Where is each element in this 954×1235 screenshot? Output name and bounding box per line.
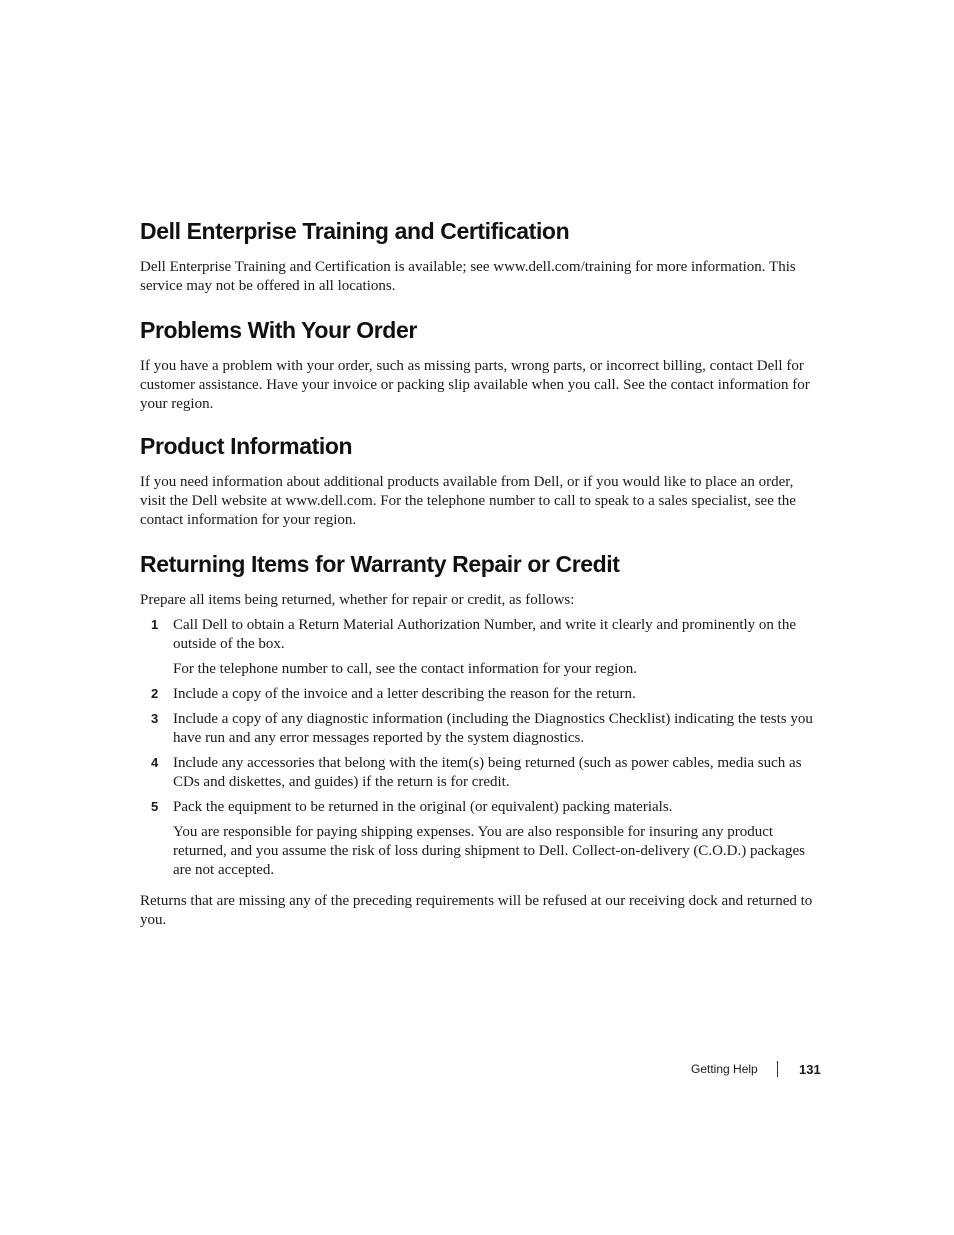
step-number: 1 <box>151 617 159 632</box>
section-product-info <box>140 428 820 530</box>
section-heading: Returning Items for Warranty Repair or Credit <box>140 551 620 577</box>
list-item <box>140 616 820 679</box>
section-training <box>140 213 820 296</box>
list-item <box>140 685 820 704</box>
body-text: . For the telephone number to call to speak to a sales specialist, see the contact information for your region. <box>140 493 796 528</box>
step-number: 3 <box>151 711 159 726</box>
step-text: Include any accessories that belong with the item(s) being returned (such as power cables, media such as CDs and diskettes, and guides) if the return is for credit. <box>173 755 802 790</box>
section-body: If you have a problem with your order, such as missing parts, wrong parts, or incorrect billing, contact Dell for customer assistance. Have your invoice or packing slip available when you call. See the contact information for your region. <box>140 358 810 412</box>
step-text: Include a copy of the invoice and a letter describing the reason for the return. <box>173 686 636 702</box>
dell-url-link[interactable]: www.dell.com <box>285 493 373 509</box>
document-page <box>140 213 820 946</box>
footer-divider <box>777 1061 778 1077</box>
page-number: 131 <box>799 1062 821 1077</box>
section-intro: Prepare all items being returned, whether for repair or credit, as follows: <box>140 592 575 608</box>
section-heading: Problems With Your Order <box>140 317 417 343</box>
body-text: Dell Enterprise Training and Certification is available; see <box>140 259 494 275</box>
step-number: 5 <box>151 799 159 814</box>
step-number: 4 <box>151 755 159 770</box>
step-text: Pack the equipment to be returned in the original (or equivalent) packing materials. <box>173 799 673 815</box>
list-item <box>140 798 820 880</box>
footer-section-label: Getting Help <box>691 1062 758 1076</box>
section-body <box>140 473 820 530</box>
step-note: You are responsible for paying shipping expenses. You are also responsible for insuring any product returned, and you assume the risk of loss during shipment to Dell. Collect-on-delivery (C.O.D.) packages are not accepted. <box>173 824 805 878</box>
step-text: Include a copy of any diagnostic information (including the Diagnostics Checklist) indicating the tests you have run and any error messages reported by the system diagnostics. <box>173 711 813 746</box>
step-note: For the telephone number to call, see the contact information for your region. <box>173 661 638 677</box>
training-url-link[interactable]: www.dell.com/training <box>493 259 632 275</box>
section-returns <box>140 546 820 930</box>
section-body <box>140 258 820 296</box>
section-closing: Returns that are missing any of the preceding requirements will be refused at our receiving dock and returned to you. <box>140 893 813 928</box>
body-text: If you need information about additional products available from Dell, or if you would like to place an order, visit the Dell website at <box>140 474 794 509</box>
step-text: Call Dell to obtain a Return Material Authorization Number, and write it clearly and prominently on the outside of the box. <box>173 617 796 652</box>
body-text: for more information. This service may not be offered in all locations. <box>140 259 796 294</box>
list-item <box>140 754 820 792</box>
page-footer <box>690 1060 822 1080</box>
return-steps-list <box>140 616 820 880</box>
list-item <box>140 710 820 748</box>
step-number: 2 <box>151 686 159 701</box>
section-heading: Dell Enterprise Training and Certification <box>140 218 570 244</box>
section-order-problems <box>140 312 820 414</box>
section-heading: Product Information <box>140 433 353 459</box>
